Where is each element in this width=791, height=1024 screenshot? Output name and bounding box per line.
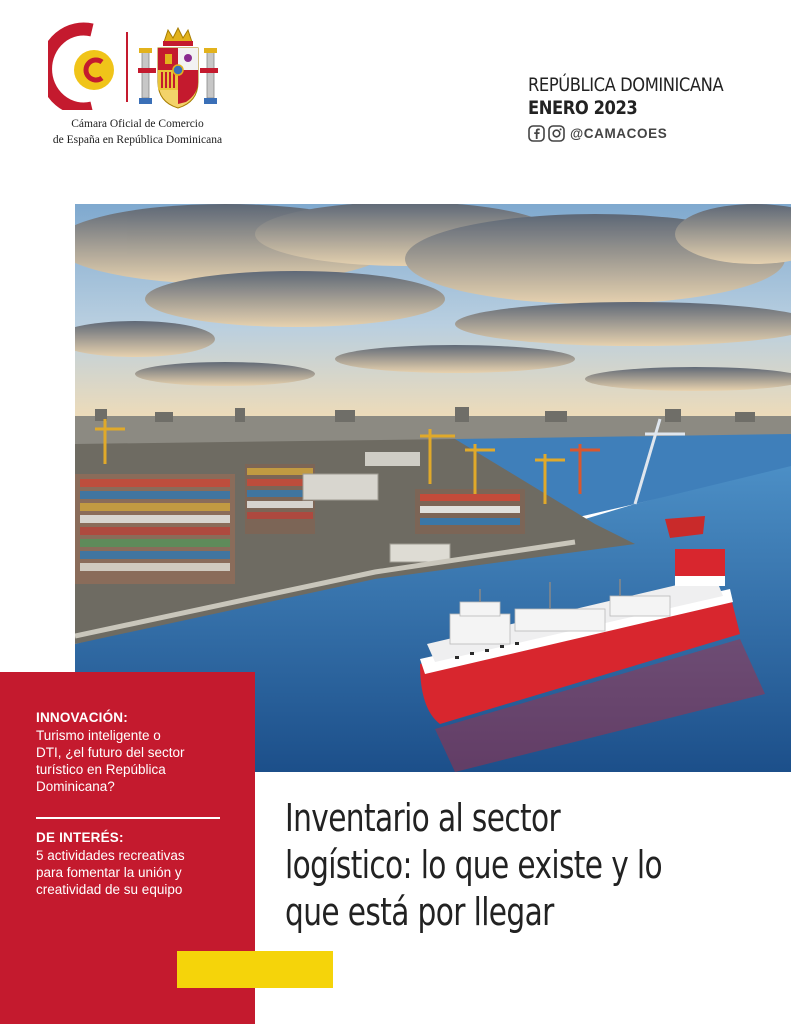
cc-logo-icon: [48, 22, 118, 110]
sidebar-article-interest[interactable]: [36, 829, 226, 898]
yellow-accent-bar: [177, 951, 333, 988]
country-label: REPÚBLICA DOMINICANA: [528, 74, 724, 96]
sidebar-article-innovation[interactable]: [36, 709, 226, 795]
article-teaser-line: 5 actividades recreativas: [36, 848, 185, 863]
social-handle[interactable]: @CAMACOES: [570, 126, 668, 141]
section-kicker: DE INTERÉS:: [36, 830, 124, 845]
coat-of-arms-icon: [136, 24, 220, 112]
cover-headline: [285, 795, 663, 936]
article-teaser-line: Turismo inteligente o: [36, 728, 161, 743]
sidebar-divider: [36, 817, 220, 819]
org-name-line-2: de España en República Dominicana: [52, 134, 223, 146]
logo-divider: [126, 32, 128, 102]
article-teaser-line: Dominicana?: [36, 779, 115, 794]
issue-info: [528, 74, 778, 142]
instagram-icon[interactable]: [548, 125, 565, 142]
headline-line: que está por llegar: [285, 890, 554, 934]
org-name-line-1: Cámara Oficial de Comercio: [71, 118, 204, 130]
article-teaser-line: creatividad de su equipo: [36, 882, 183, 897]
chamber-logo: [30, 22, 245, 152]
headline-line: logístico: lo que existe y lo: [285, 843, 663, 887]
social-links: [528, 125, 778, 142]
article-teaser-line: turístico en República: [36, 762, 166, 777]
issue-date: ENERO 2023: [528, 97, 638, 119]
article-teaser-line: para fomentar la unión y: [36, 865, 182, 880]
facebook-icon[interactable]: [528, 125, 545, 142]
article-teaser-line: DTI, ¿el futuro del sector: [36, 745, 185, 760]
section-kicker: INNOVACIÓN:: [36, 710, 128, 725]
headline-line: Inventario al sector: [285, 796, 561, 840]
